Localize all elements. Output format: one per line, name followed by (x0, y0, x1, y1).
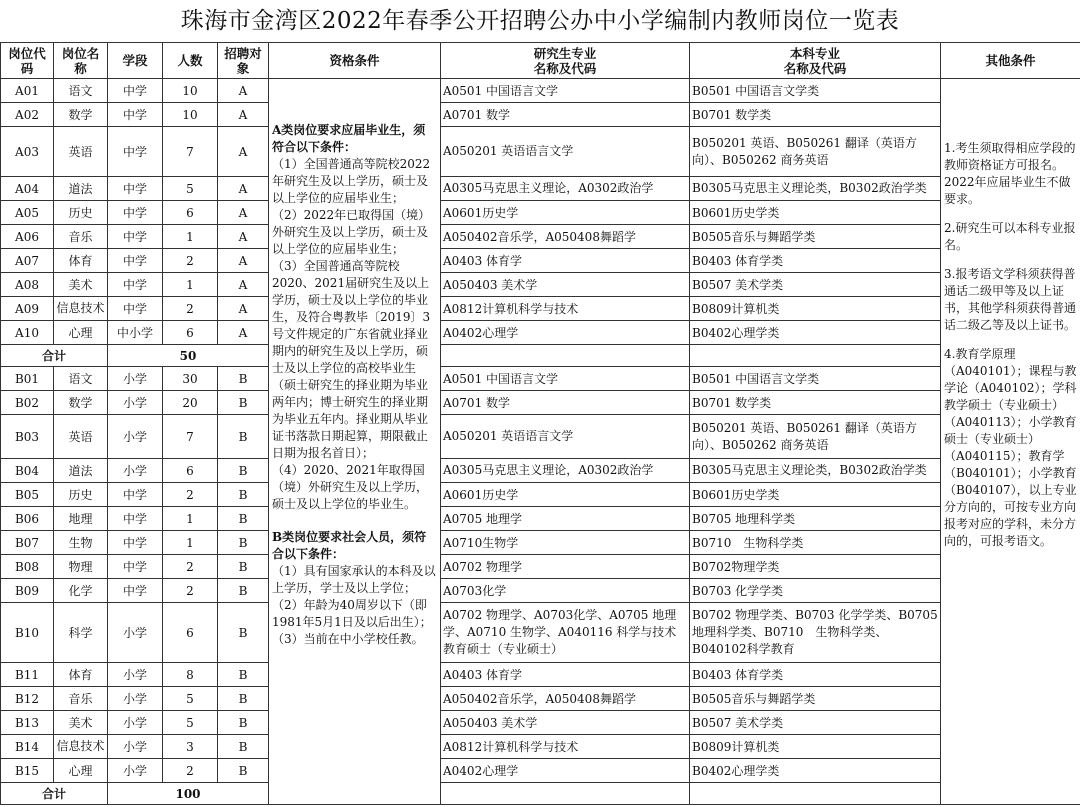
recruit-target: B (218, 735, 269, 759)
table-row (1, 127, 1080, 177)
other-conditions-cell (941, 79, 1080, 805)
recruit-target: A (218, 297, 269, 321)
position-name: 化学 (54, 579, 108, 603)
empty-undergrad-cell (690, 783, 941, 805)
headcount: 5 (163, 177, 218, 201)
table-row (1, 225, 1080, 249)
graduate-major: A050201 英语语言文学 (441, 415, 690, 459)
school-stage: 中学 (108, 249, 163, 273)
empty-undergrad-cell (690, 345, 941, 367)
position-code: B06 (1, 507, 54, 531)
headcount: 1 (163, 507, 218, 531)
header-stage: 学段 (108, 43, 163, 79)
school-stage: 小学 (108, 759, 163, 783)
undergraduate-major: B0809计算机类 (690, 735, 941, 759)
school-stage: 中学 (108, 201, 163, 225)
header-name: 岗位名称 (54, 43, 108, 79)
position-code: B03 (1, 415, 54, 459)
graduate-major: A0305马克思主义理论，A0302政治学 (441, 459, 690, 483)
headcount: 20 (163, 391, 218, 415)
school-stage: 中学 (108, 103, 163, 127)
position-code: A01 (1, 79, 54, 103)
qual-a2: （2）2022年已取得国（境）外研究生及以上学历，硕士及以上学位的应届毕业生； (272, 208, 431, 256)
headcount: 1 (163, 531, 218, 555)
qual-b3: （3）当前在中小学校任教。 (272, 632, 424, 646)
school-stage: 中学 (108, 127, 163, 177)
table-row (1, 415, 1080, 459)
position-name: 道法 (54, 459, 108, 483)
qual-a3: （3）全国普通高等院校2020、2021届研究生及以上学历，硕士及以上学位的毕业生，及符合粤教毕〔2019〕3号文件规定的广东省就业择业期内的研究生及以上学历，硕士及以上学位的高校毕业生（硕士研究生的择业期为毕业两年内；博士研究生的择业期为毕业五年内。择业期从毕业证书落款日期起算，期限截止日期为报名首日）； (272, 259, 431, 460)
headcount: 7 (163, 415, 218, 459)
position-name: 英语 (54, 127, 108, 177)
headcount: 2 (163, 297, 218, 321)
school-stage: 小学 (108, 415, 163, 459)
headcount: 6 (163, 459, 218, 483)
table-row (1, 531, 1080, 555)
table-row (1, 249, 1080, 273)
table-row (1, 735, 1080, 759)
table-row (1, 297, 1080, 321)
graduate-major: A0601历史学 (441, 483, 690, 507)
position-code: A02 (1, 103, 54, 127)
school-stage: 小学 (108, 367, 163, 391)
headcount: 6 (163, 321, 218, 345)
headcount: 2 (163, 249, 218, 273)
table-row (1, 711, 1080, 735)
position-code: B14 (1, 735, 54, 759)
position-code: A10 (1, 321, 54, 345)
position-name: 科学 (54, 603, 108, 663)
position-name: 英语 (54, 415, 108, 459)
qualification-cell (269, 79, 441, 805)
undergraduate-major: B0507 美术学类 (690, 711, 941, 735)
qual-a4: （4）2020、2021年取得国（境）外研究生及以上学历，硕士及以上学位的毕业生。 (272, 463, 429, 511)
graduate-major: A0305马克思主义理论，A0302政治学 (441, 177, 690, 201)
graduate-major: A050403 美术学 (441, 273, 690, 297)
recruit-target: B (218, 711, 269, 735)
headcount: 2 (163, 579, 218, 603)
other-c4: 4.教育学原理（A040101）；课程与教学论（A040102）；学科教学硕士（专业硕士）（A040113）；小学教育硕士（专业硕士）（A040115）；教育学（B040101）；小学教育（B040107），以上专业分方向的，可按专业方向报考对应的学科，未分方向的，可报考语文。 (944, 347, 1077, 548)
headcount: 8 (163, 663, 218, 687)
position-code: B05 (1, 483, 54, 507)
graduate-major: A0402心理学 (441, 759, 690, 783)
graduate-major: A050402音乐学，A050408舞蹈学 (441, 225, 690, 249)
headcount: 6 (163, 603, 218, 663)
position-name: 历史 (54, 483, 108, 507)
recruit-target: B (218, 415, 269, 459)
position-code: B07 (1, 531, 54, 555)
recruit-target: B (218, 459, 269, 483)
undergraduate-major: B0702物理学类 (690, 555, 941, 579)
school-stage: 中学 (108, 273, 163, 297)
table-row (1, 579, 1080, 603)
table-row (1, 103, 1080, 127)
table-row (1, 663, 1080, 687)
table-row (1, 367, 1080, 391)
headcount: 10 (163, 103, 218, 127)
qual-a1: （1）全国普通高等院校2022年研究生及以上学历，硕士及以上学位的应届毕业生； (272, 157, 431, 205)
table-row (1, 201, 1080, 225)
graduate-major: A0812计算机科学与技术 (441, 735, 690, 759)
graduate-major: A0702 物理学、A0703化学、A0705 地理学、A0710 生物学、A040116 科学与技术教育硕士（专业硕士） (441, 603, 690, 663)
recruit-target: A (218, 273, 269, 297)
position-name: 美术 (54, 711, 108, 735)
undergraduate-major: B0507 美术学类 (690, 273, 941, 297)
graduate-major: A0812计算机科学与技术 (441, 297, 690, 321)
graduate-major: A0710生物学 (441, 531, 690, 555)
position-name: 数学 (54, 103, 108, 127)
total-value: 100 (108, 783, 269, 805)
headcount: 5 (163, 711, 218, 735)
undergraduate-major: B0403 体育学类 (690, 249, 941, 273)
qual-b1: （1）具有国家承认的本科及以上学历，学士及以上学位； (272, 564, 436, 595)
undergraduate-major: B0705 地理科学类 (690, 507, 941, 531)
undergraduate-major: B0702 物理学类、B0703 化学学类、B0705 地理科学类、B0710 生物科学类、B040102科学教育 (690, 603, 941, 663)
position-name: 音乐 (54, 687, 108, 711)
school-stage: 中学 (108, 507, 163, 531)
school-stage: 小学 (108, 603, 163, 663)
recruit-target: B (218, 663, 269, 687)
recruit-target: B (218, 531, 269, 555)
undergraduate-major: B0601历史学类 (690, 201, 941, 225)
header-grad: 研究生专业 名称及代码 (441, 43, 690, 79)
headcount: 30 (163, 367, 218, 391)
other-c1: 1.考生须取得相应学段的教师资格证方可报名。2022年应届毕业生不做要求。 (944, 141, 1076, 206)
table-row (1, 79, 1080, 103)
recruit-target: A (218, 249, 269, 273)
graduate-major: A0705 地理学 (441, 507, 690, 531)
headcount: 10 (163, 79, 218, 103)
other-c3: 3.报考语文学科须获得普通话二级甲等及以上证书，其他学科须获得普通话二级乙等及以上证书。 (944, 267, 1077, 332)
position-name: 美术 (54, 273, 108, 297)
other-c2: 2.研究生可以本科专业报名。 (944, 221, 1076, 252)
recruit-target: B (218, 579, 269, 603)
position-name: 数学 (54, 391, 108, 415)
table-row (1, 555, 1080, 579)
graduate-major: A050402音乐学，A050408舞蹈学 (441, 687, 690, 711)
headcount: 7 (163, 127, 218, 177)
position-code: A06 (1, 225, 54, 249)
position-name: 心理 (54, 759, 108, 783)
header-undergrad: 本科专业 名称及代码 (690, 43, 941, 79)
table-row (1, 321, 1080, 345)
position-name: 物理 (54, 555, 108, 579)
total-value: 50 (108, 345, 269, 367)
position-code: A09 (1, 297, 54, 321)
recruit-target: B (218, 483, 269, 507)
position-name: 心理 (54, 321, 108, 345)
empty-grad-cell (441, 345, 690, 367)
recruit-target: A (218, 127, 269, 177)
recruit-target: A (218, 321, 269, 345)
table-row (1, 177, 1080, 201)
header-target: 招聘对象 (218, 43, 269, 79)
school-stage: 小学 (108, 663, 163, 687)
recruit-target: B (218, 687, 269, 711)
position-name: 语文 (54, 367, 108, 391)
position-code: B10 (1, 603, 54, 663)
position-code: A07 (1, 249, 54, 273)
position-code: B08 (1, 555, 54, 579)
school-stage: 中学 (108, 531, 163, 555)
total-label: 合计 (1, 345, 108, 367)
table-row (1, 273, 1080, 297)
undergraduate-major: B0402心理学类 (690, 759, 941, 783)
recruit-target: A (218, 79, 269, 103)
table-row (1, 603, 1080, 663)
undergraduate-major: B0701 数学类 (690, 103, 941, 127)
position-code: B04 (1, 459, 54, 483)
graduate-major: A050201 英语语言文学 (441, 127, 690, 177)
header-count: 人数 (163, 43, 218, 79)
recruit-target: B (218, 603, 269, 663)
position-code: B11 (1, 663, 54, 687)
qual-b2: （2）年龄为40周岁以下（即1981年5月1日及以后出生）； (272, 598, 432, 629)
school-stage: 中学 (108, 579, 163, 603)
position-code: A05 (1, 201, 54, 225)
position-name: 体育 (54, 663, 108, 687)
graduate-major: A0703化学 (441, 579, 690, 603)
position-code: B12 (1, 687, 54, 711)
undergraduate-major: B050201 英语、B050261 翻译（英语方向）、B050262 商务英语 (690, 127, 941, 177)
school-stage: 小学 (108, 459, 163, 483)
table-row (1, 459, 1080, 483)
recruit-target: A (218, 103, 269, 127)
undergraduate-major: B0402心理学类 (690, 321, 941, 345)
page-title: 珠海市金湾区2022年春季公开招聘公办中小学编制内教师岗位一览表 (180, 8, 900, 34)
graduate-major: A0501 中国语言文学 (441, 79, 690, 103)
table-row (1, 687, 1080, 711)
graduate-major: A0701 数学 (441, 103, 690, 127)
position-name: 音乐 (54, 225, 108, 249)
graduate-major: A0403 体育学 (441, 249, 690, 273)
recruit-target: B (218, 391, 269, 415)
school-stage: 中学 (108, 225, 163, 249)
recruit-target: A (218, 201, 269, 225)
table-row (1, 391, 1080, 415)
graduate-major: A0501 中国语言文学 (441, 367, 690, 391)
school-stage: 小学 (108, 391, 163, 415)
table-row (1, 483, 1080, 507)
empty-grad-cell (441, 783, 690, 805)
position-name: 语文 (54, 79, 108, 103)
undergraduate-major: B0703 化学学类 (690, 579, 941, 603)
table-row (1, 759, 1080, 783)
undergraduate-major: B0601历史学类 (690, 483, 941, 507)
table-row (1, 507, 1080, 531)
position-name: 信息技术 (54, 735, 108, 759)
headcount: 2 (163, 759, 218, 783)
school-stage: 中小学 (108, 321, 163, 345)
position-name: 道法 (54, 177, 108, 201)
undergraduate-major: B0505音乐与舞蹈学类 (690, 225, 941, 249)
school-stage: 中学 (108, 483, 163, 507)
graduate-major: A0601历史学 (441, 201, 690, 225)
undergraduate-major: B0305马克思主义理论类，B0302政治学类 (690, 459, 941, 483)
school-stage: 小学 (108, 735, 163, 759)
school-stage: 中学 (108, 79, 163, 103)
headcount: 1 (163, 225, 218, 249)
position-code: A04 (1, 177, 54, 201)
position-code: A08 (1, 273, 54, 297)
recruit-target: B (218, 555, 269, 579)
school-stage: 中学 (108, 297, 163, 321)
qual-a-title: A类岗位要求应届毕业生，须符合以下条件： (272, 123, 426, 154)
undergraduate-major: B0710 生物科学类 (690, 531, 941, 555)
recruit-target: B (218, 367, 269, 391)
recruit-target: B (218, 759, 269, 783)
header-qual: 资格条件 (269, 43, 441, 79)
position-name: 地理 (54, 507, 108, 531)
total-row (1, 783, 1080, 805)
school-stage: 中学 (108, 177, 163, 201)
undergraduate-major: B0505音乐与舞蹈学类 (690, 687, 941, 711)
headcount: 6 (163, 201, 218, 225)
position-code: B13 (1, 711, 54, 735)
undergraduate-major: B0403 体育学类 (690, 663, 941, 687)
position-name: 信息技术 (54, 297, 108, 321)
position-code: B01 (1, 367, 54, 391)
position-code: A03 (1, 127, 54, 177)
recruit-target: A (218, 177, 269, 201)
graduate-major: A0403 体育学 (441, 663, 690, 687)
qual-b-title: B类岗位要求社会人员，须符合以下条件： (272, 530, 427, 561)
position-code: B02 (1, 391, 54, 415)
undergraduate-major: B050201 英语、B050261 翻译（英语方向）、B050262 商务英语 (690, 415, 941, 459)
headcount: 2 (163, 555, 218, 579)
positions-table (0, 42, 1080, 805)
total-label: 合计 (1, 783, 108, 805)
position-name: 生物 (54, 531, 108, 555)
position-code: B15 (1, 759, 54, 783)
graduate-major: A0402心理学 (441, 321, 690, 345)
undergraduate-major: B0305马克思主义理论类，B0302政治学类 (690, 177, 941, 201)
graduate-major: A0701 数学 (441, 391, 690, 415)
school-stage: 中学 (108, 555, 163, 579)
position-code: B09 (1, 579, 54, 603)
position-name: 历史 (54, 201, 108, 225)
graduate-major: A050403 美术学 (441, 711, 690, 735)
total-row (1, 345, 1080, 367)
headcount: 1 (163, 273, 218, 297)
school-stage: 小学 (108, 687, 163, 711)
recruit-target: A (218, 225, 269, 249)
school-stage: 小学 (108, 711, 163, 735)
header-code: 岗位代码 (1, 43, 54, 79)
headcount: 2 (163, 483, 218, 507)
headcount: 5 (163, 687, 218, 711)
undergraduate-major: B0501 中国语言文学类 (690, 79, 941, 103)
position-name: 体育 (54, 249, 108, 273)
undergraduate-major: B0501 中国语言文学类 (690, 367, 941, 391)
recruit-target: B (218, 507, 269, 531)
headcount: 3 (163, 735, 218, 759)
undergraduate-major: B0809计算机类 (690, 297, 941, 321)
header-other: 其他条件 (941, 43, 1080, 79)
undergraduate-major: B0701 数学类 (690, 391, 941, 415)
graduate-major: A0702 物理学 (441, 555, 690, 579)
